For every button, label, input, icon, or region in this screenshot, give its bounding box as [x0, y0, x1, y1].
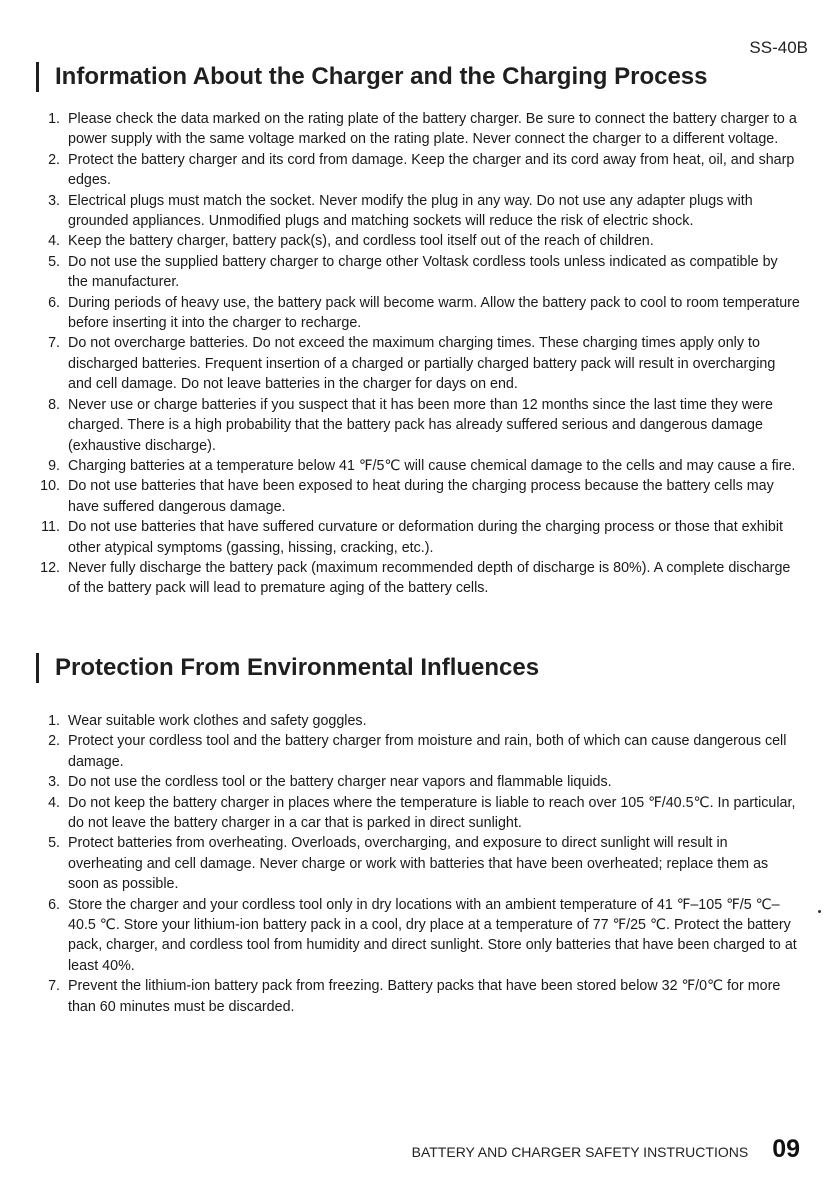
item-text: Never use or charge batteries if you suspect that it has been more than 12 months since the last time they were charged. There is a high probability that the battery pack has already suffered serious and dangerous damage (exhaustive discharge).	[68, 396, 773, 454]
item-text: Protect your cordless tool and the battery charger from moisture and rain, both of which can cause dangerous cell damage.	[68, 733, 787, 770]
list-item	[0, 558, 800, 599]
item-text: Do not overcharge batteries. Do not exceed the maximum charging times. These charging times apply only to discharged batteries. Frequent insertion of a charged or partially charged battery pack will result in overcharging and cell damage. Do not leave batteries in the charger for days on end.	[68, 335, 776, 393]
environment-instructions-list	[0, 711, 800, 1017]
item-text: Prevent the lithium-ion battery pack from freezing. Battery packs that have been stored below 32 ℉/0℃ for more than 60 minutes must be discarded.	[68, 978, 781, 1015]
section-title-charger: Information About the Charger and the Charging Process	[36, 62, 708, 92]
list-item	[0, 476, 800, 517]
item-number: 10.	[40, 478, 60, 495]
list-item	[0, 711, 800, 731]
item-text: Please check the data marked on the rating plate of the battery charger. Be sure to connect the battery charger to a power supply with the same voltage marked on the rating plate. Never connect the charger to a different voltage.	[68, 111, 797, 148]
item-text: Store the charger and your cordless tool only in dry locations with an ambient temperature of 41 ℉–105 ℉/5 ℃–40.5 ℃. Store your lithium-ion battery pack in a cool, dry place at a temperature of 77 ℉/25 ℃. Protect the battery pack, charger, and cordless tool from humidity and direct sunlight. Store only batteries that have been charged to at least 40%.	[68, 896, 797, 974]
list-item	[0, 150, 800, 191]
item-number: 9.	[48, 457, 60, 474]
footer-title: BATTERY AND CHARGER SAFETY INSTRUCTIONS	[411, 1144, 749, 1160]
section-title-environment: Protection From Environmental Influences	[36, 653, 539, 683]
item-text: Charging batteries at a temperature below 41 ℉/5℃ will cause chemical damage to the cells and may cause a fire.	[68, 457, 796, 474]
item-number: 3.	[48, 774, 60, 791]
charger-instructions-list	[0, 109, 800, 599]
item-number: 5.	[48, 253, 60, 270]
page-footer	[412, 1135, 800, 1164]
item-number: 1.	[48, 111, 60, 127]
list-item	[0, 793, 800, 834]
item-number: 3.	[48, 192, 60, 209]
list-item	[0, 231, 800, 251]
list-item	[0, 109, 800, 150]
item-number: 7.	[48, 335, 60, 352]
item-number: 2.	[48, 151, 60, 168]
item-text: During periods of heavy use, the battery pack will become warm. Allow the battery pack to cool to room temperature before inserting it into the charger to recharge.	[68, 294, 800, 332]
model-number: SS-40B	[749, 38, 808, 57]
list-item	[0, 395, 800, 456]
item-number: 6.	[48, 896, 60, 913]
item-text: Do not use the supplied battery charger to charge other Voltask cordless tools unless indicated as compatible by the manufacturer.	[68, 253, 778, 291]
item-number: 7.	[48, 978, 60, 995]
list-item	[0, 976, 800, 1017]
list-item	[0, 333, 800, 394]
list-item	[0, 895, 800, 977]
list-item	[0, 191, 800, 232]
page-number: 09	[772, 1135, 800, 1163]
item-number: 1.	[48, 713, 60, 729]
list-item	[0, 293, 800, 334]
list-item	[0, 731, 800, 772]
list-item	[0, 833, 800, 894]
item-number: 4.	[48, 794, 60, 811]
item-number: 6.	[48, 294, 60, 311]
item-number: 5.	[48, 835, 60, 852]
list-item	[0, 772, 800, 792]
item-text: Do not keep the battery charger in places where the temperature is liable to reach over 105 ℉/40.5℃. In particular, do not leave the battery charger in a car that is parked in direct sunlight.	[68, 794, 796, 832]
item-text: Electrical plugs must match the socket. Never modify the plug in any way. Do not use any adapter plugs with grounded appliances. Unmodified plugs and matching sockets will reduce the risk of electric shock.	[68, 192, 753, 230]
item-text: Protect batteries from overheating. Overloads, overcharging, and exposure to direct sunlight will result in overheating and cell damage. Never charge or work with batteries that have been overheated; replace them as soon as possible.	[68, 835, 769, 893]
item-text: Keep the battery charger, battery pack(s), and cordless tool itself out of the reach of children.	[68, 233, 654, 250]
item-text: Do not use batteries that have suffered curvature or deformation during the charging process or those that exhibit other atypical symptoms (gassing, hissing, cracking, etc.).	[68, 519, 783, 556]
item-text: Protect the battery charger and its cord from damage. Keep the charger and its cord away from heat, oil, and sharp edges.	[68, 151, 795, 189]
item-number: 8.	[48, 396, 60, 413]
item-number: 4.	[48, 233, 60, 250]
stray-mark	[818, 910, 821, 913]
item-text: Never fully discharge the battery pack (maximum recommended depth of discharge is 80%). A complete discharge of the battery pack will lead to premature aging of the battery cells.	[68, 559, 791, 597]
item-number: 12.	[40, 559, 60, 576]
item-text: Do not use the cordless tool or the battery charger near vapors and flammable liquids.	[68, 774, 612, 791]
list-item	[0, 252, 800, 293]
list-item	[0, 456, 800, 476]
item-number: 11.	[41, 519, 60, 536]
item-text: Wear suitable work clothes and safety goggles.	[68, 713, 367, 729]
item-number: 2.	[48, 733, 60, 750]
list-item	[0, 517, 800, 558]
item-text: Do not use batteries that have been exposed to heat during the charging process because the battery cells may have suffered dangerous damage.	[68, 478, 774, 515]
